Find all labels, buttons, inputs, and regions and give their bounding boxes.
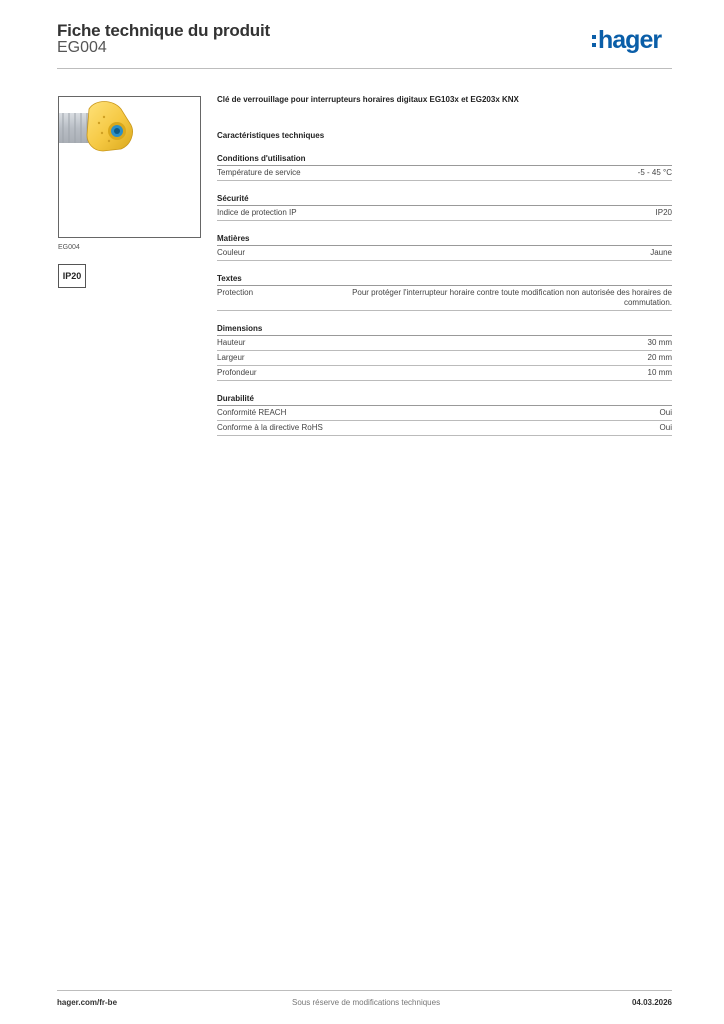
footer-website-link[interactable]: hager.com/fr-be	[57, 998, 118, 1007]
section-title: Textes	[217, 274, 672, 286]
spec-row	[217, 336, 672, 351]
spec-label: Largeur	[217, 353, 245, 362]
logo-dots-icon	[592, 35, 596, 47]
section-conditions	[217, 154, 672, 181]
spec-row	[217, 206, 672, 221]
product-code: EG004	[57, 39, 107, 56]
header-divider	[57, 68, 672, 69]
page-title: Fiche technique du produit	[57, 21, 270, 40]
product-description: Clé de verrouillage pour interrupteurs horaires digitaux EG103x et EG203x KNX	[217, 95, 519, 104]
spec-row	[217, 246, 672, 261]
section-matieres	[217, 234, 672, 261]
spec-value: Oui	[659, 423, 672, 432]
spec-label: Protection	[217, 288, 254, 297]
spec-value: 30 mm	[647, 338, 672, 347]
spec-value: Jaune	[650, 248, 672, 257]
section-durabilite	[217, 394, 672, 436]
section-title: Matières	[217, 234, 672, 246]
spec-row	[217, 366, 672, 381]
spec-row	[217, 166, 672, 181]
spec-value: 10 mm	[647, 368, 672, 377]
spec-value: 20 mm	[647, 353, 672, 362]
spec-label: Indice de protection IP	[217, 208, 297, 217]
logo-text: hager	[598, 26, 662, 54]
spec-row	[217, 406, 672, 421]
footer-divider	[57, 990, 672, 991]
spec-value: Oui	[659, 408, 672, 417]
spec-label: Température de service	[217, 168, 301, 177]
section-title: Durabilité	[217, 394, 672, 406]
spec-label: Conforme à la directive RoHS	[217, 423, 323, 432]
spec-row	[217, 286, 672, 311]
section-securite	[217, 194, 672, 221]
ip-rating-badge: IP20	[58, 264, 86, 288]
spec-content	[217, 95, 672, 436]
section-title: Conditions d'utilisation	[217, 154, 672, 166]
spec-label: Conformité REACH	[217, 408, 287, 417]
spec-value: -5 - 45 °C	[637, 168, 672, 177]
section-textes	[217, 274, 672, 311]
section-dimensions	[217, 324, 672, 381]
footer-date: 04.03.2026	[631, 998, 672, 1007]
section-title: Sécurité	[217, 194, 672, 206]
footer-notice: Sous réserve de modifications techniques	[292, 998, 441, 1007]
spec-value: Pour protéger l'interrupteur horaire contre toute modification non autorisée des horaires de commutation.	[352, 288, 672, 307]
spec-label: Couleur	[217, 248, 246, 257]
spec-label: Hauteur	[217, 338, 246, 347]
locking-key-icon	[59, 97, 200, 237]
spec-row	[217, 421, 672, 436]
tech-heading: Caractéristiques techniques	[217, 131, 325, 140]
spec-row	[217, 351, 672, 366]
section-title: Dimensions	[217, 324, 672, 336]
spec-label: Profondeur	[217, 368, 257, 377]
product-image	[58, 96, 201, 238]
image-caption: EG004	[58, 244, 80, 251]
spec-value: IP20	[655, 208, 672, 217]
hager-logo	[592, 27, 661, 57]
